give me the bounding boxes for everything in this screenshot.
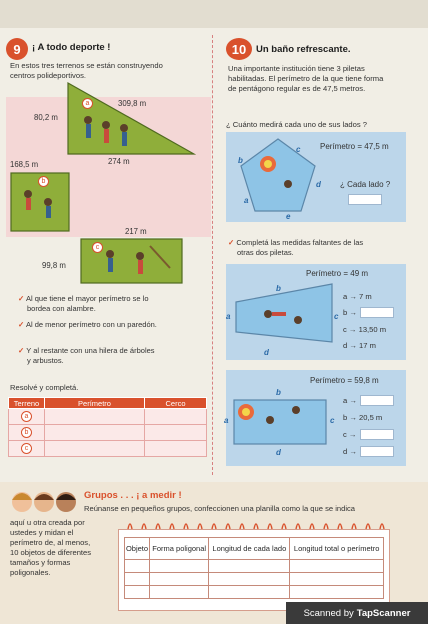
- pool-2-value-d: d → 17 m: [343, 341, 376, 350]
- groups-side-line-2: ustedes y midan el: [10, 528, 74, 537]
- groups-header-longitud-lado: Longitud de cada lado: [209, 538, 290, 560]
- bullet-3-line-2: y arbustos.: [27, 356, 64, 365]
- groups-side-text: [10, 518, 91, 578]
- exercise-10-intro-1: Una importante institución tiene 3 piletas: [228, 64, 365, 73]
- terrain-c-side-label: 99,8 m: [42, 261, 66, 270]
- bullet-2-line-1: Al de menor perímetro con un paredón.: [25, 320, 157, 329]
- exercise-9-intro-2: centros polideportivos.: [10, 71, 86, 80]
- column-divider: [212, 35, 213, 475]
- pool-3-value-c: c →: [343, 430, 357, 439]
- pool-2-value-a: a → 7 m: [343, 292, 372, 301]
- groups-side-line-3: perímetro de, al menos,: [10, 538, 91, 547]
- terrain-b-letter: b: [38, 176, 49, 187]
- exercise-10-badge: [226, 38, 252, 60]
- pool-1-letter-e: e: [286, 212, 291, 221]
- pool-3-value-b: b → 20,5 m: [343, 413, 383, 422]
- terrain-table-header-cerco: Cerco: [145, 398, 207, 409]
- pool-3-letter-a: a: [224, 416, 229, 425]
- check-icon: ✓: [18, 294, 25, 303]
- bullet-1-line-2: bordea con alambre.: [27, 304, 96, 313]
- groups-header-forma: Forma poligonal: [150, 538, 209, 560]
- exercise-10-intro-2: habilitadas. El perímetro de la que tiene forma: [228, 74, 384, 83]
- check-icon: ✓: [228, 238, 235, 247]
- groups-title: Grupos . . . ¡ a medir !: [84, 490, 182, 501]
- pool-2-trapezoid: [232, 280, 334, 346]
- terrain-table-header-terreno: Terreno: [9, 398, 45, 409]
- complete-instruction-line-1: Completá las medidas faltantes de las: [236, 238, 364, 247]
- pool-2-letter-a: a: [226, 312, 231, 321]
- fence-cell-c[interactable]: [145, 441, 207, 457]
- pool-1-perimeter: Perímetro = 47,5 m: [320, 142, 389, 151]
- pool-3-value-a: a →: [343, 396, 357, 405]
- watermark-prefix: Scanned by: [303, 607, 354, 619]
- question-side-length: ¿ Cuánto medirá cada uno de sus lados ?: [226, 120, 367, 129]
- table-row: [9, 409, 207, 425]
- children-illustration: [8, 486, 78, 514]
- table-row: [125, 560, 384, 573]
- perimeter-cell-c[interactable]: [45, 441, 145, 457]
- exercise-9-number: 9: [13, 41, 21, 57]
- resolve-instruction: Resolvé y completá.: [10, 383, 79, 392]
- groups-header-objeto: Objeto: [125, 538, 150, 560]
- scanner-watermark: [286, 602, 428, 624]
- bullet-1: [18, 294, 149, 314]
- terrain-a-base-label: 274 m: [108, 157, 130, 166]
- terrain-b-side-label: 168,5 m: [10, 160, 39, 169]
- pool-3-letter-b: b: [276, 388, 281, 397]
- pool-1-pentagon: [238, 136, 318, 216]
- pool-1-ask: ¿ Cada lado ?: [340, 180, 391, 189]
- pool-2-value-c: c → 13,50 m: [343, 325, 387, 334]
- check-icon: ✓: [18, 320, 25, 329]
- complete-instruction-line-2: otras dos piletas.: [237, 248, 294, 257]
- bullet-2: [18, 320, 157, 330]
- perimeter-cell-a[interactable]: [45, 409, 145, 425]
- pool-2-letter-d: d: [264, 348, 269, 357]
- perimeter-cell-b[interactable]: [45, 425, 145, 441]
- exercise-9-title: ¡ A todo deporte !: [32, 42, 111, 53]
- terrain-c-top-label: 217 m: [125, 227, 147, 236]
- table-row: [125, 586, 384, 599]
- pool-3-answer-c[interactable]: [360, 429, 394, 440]
- pool-1-letter-a: a: [244, 196, 249, 205]
- groups-side-line-1: aquí u otra creada por: [10, 518, 85, 527]
- exercise-9-badge: [6, 38, 28, 60]
- pool-1-letter-d: d: [316, 180, 321, 189]
- exercise-10-number: 10: [231, 41, 247, 57]
- fence-cell-a[interactable]: [145, 409, 207, 425]
- groups-side-line-5: tamaños y formas: [10, 558, 71, 567]
- pool-2-value-b: b →: [343, 308, 357, 317]
- notebook-spiral-icon: [118, 519, 390, 531]
- pool-2-answer-b[interactable]: [360, 307, 394, 318]
- pool-3-letter-d: d: [276, 448, 281, 457]
- pool-1-letter-c: c: [296, 145, 301, 154]
- bullet-3-line-1: Y al restante con una hilera de árboles: [26, 346, 155, 355]
- bullet-1-line-1: Al que tiene el mayor perímetro se lo: [25, 294, 149, 303]
- pool-2-perimeter: Perímetro = 49 m: [306, 269, 369, 278]
- pool-3-answer-a[interactable]: [360, 395, 394, 406]
- bullet-3: [18, 346, 155, 366]
- groups-intro: Reúnanse en pequeños grupos, confeccionen una planilla como la que se indica: [84, 504, 356, 513]
- watermark-brand: TapScanner: [356, 607, 411, 619]
- terrain-table: [8, 397, 207, 457]
- groups-side-line-4: 10 objetos de diferentes: [10, 548, 92, 557]
- groups-header-perimetro: Longitud total o perímetro: [290, 538, 384, 560]
- terrain-table-header-perimetro: Perímetro: [45, 398, 145, 409]
- row-letter-a: a: [21, 411, 32, 422]
- terrain-c-letter: c: [92, 242, 103, 253]
- exercise-10-title: Un baño refrescante.: [256, 44, 351, 55]
- page-top-strip: [0, 0, 428, 28]
- table-row: [9, 425, 207, 441]
- groups-table: [124, 537, 384, 599]
- complete-instruction: [228, 238, 363, 258]
- terrain-a-letter: a: [82, 98, 93, 109]
- pool-3-perimeter: Perímetro = 59,8 m: [310, 376, 379, 385]
- pool-3-rectangle: [232, 398, 328, 446]
- terrain-a-side-label: 80,2 m: [34, 113, 58, 122]
- pool-2-letter-b: b: [276, 284, 281, 293]
- row-letter-c: c: [21, 443, 32, 454]
- pool-3-value-d: d →: [343, 447, 357, 456]
- exercise-9-intro-1: En estos tres terrenos se están construyendo: [10, 61, 163, 70]
- check-icon: ✓: [18, 346, 25, 355]
- table-row: [9, 441, 207, 457]
- row-letter-b: b: [21, 427, 32, 438]
- pool-2-letter-c: c: [334, 312, 339, 321]
- exercise-10-intro-3: de pentágono regular es de 47,5 metros.: [228, 84, 366, 93]
- terrain-a-hypotenuse-label: 309,8 m: [118, 99, 147, 108]
- pool-3-letter-c: c: [330, 416, 335, 425]
- pool-1-letter-b: b: [238, 156, 243, 165]
- terrain-a-triangle: [66, 80, 196, 160]
- fence-cell-b[interactable]: [145, 425, 207, 441]
- groups-side-line-6: poligonales.: [10, 568, 51, 577]
- pool-1-answer-box[interactable]: [348, 194, 382, 205]
- pool-3-answer-d[interactable]: [360, 446, 394, 457]
- table-row: [125, 573, 384, 586]
